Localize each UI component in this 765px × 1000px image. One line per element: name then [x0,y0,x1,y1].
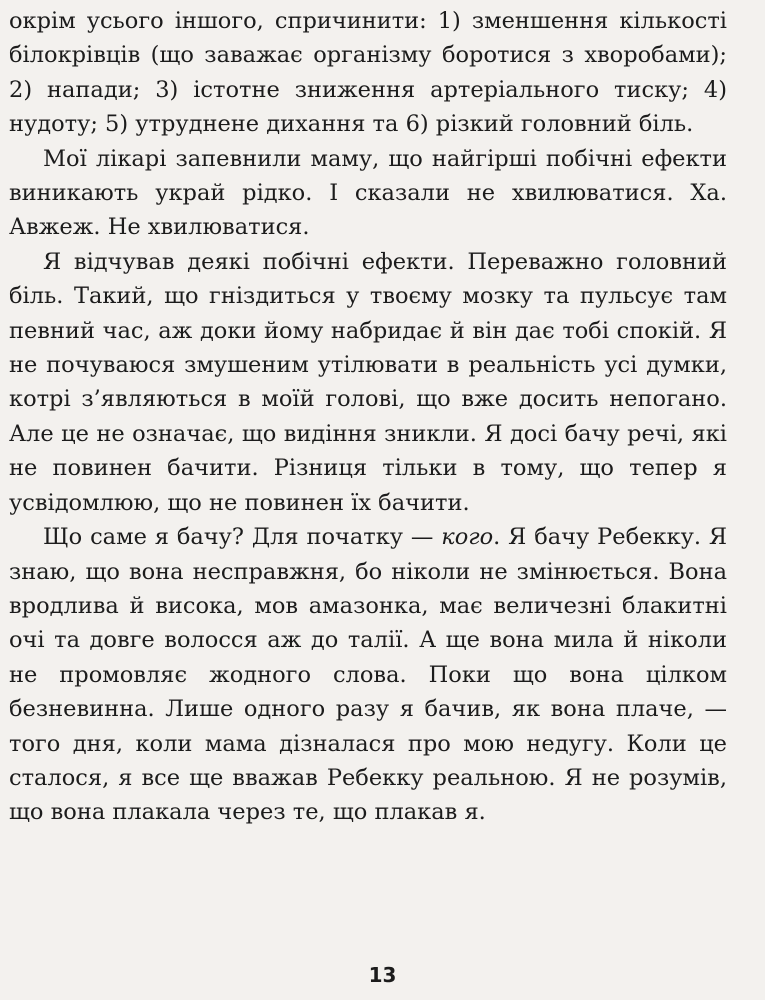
book-page [9,4,727,830]
page-number: 13 [368,963,397,987]
paragraph-4-italic-word: кого [441,524,494,551]
paragraph-2 [9,142,727,245]
paragraph-4-text-after: . Я бачу Ребекку. Я знаю, що вона несправжня, бо ніколи не змінюється. Вона вродлива й висока, мов амазонка, має величезні блакитні очі та довге волосся аж до талії. А ще вона мила й ніколи не промовляє жодного слова. Поки що вона цілком безневинна. Лише одного разу я бачив, як вона плаче, — того дня, коли мама дізналася про мою недугу. Коли це сталося, я все ще вважав Ребекку реальною. Я не розумів, що вона плакала через те, що плакав я. [9,524,728,826]
paragraph-4-text-before: Що саме я бачу? Для початку — [43,524,442,551]
paragraph-3-text: Я відчував деякі побічні ефекти. Переважно головний біль. Такий, що гніздиться у твоєму мозку та пульсує там певний час, аж доки йому набридає й він дає тобі спокій. Я не почуваюся змушеним утілювати в реальність усі думки, котрі з’являються в моїй голові, що вже досить непогано. Але це не означає, що видіння зникли. Я досі бачу речі, які не повинен бачити. Різниця тільки в тому, що тепер я усвідомлюю, що не повинен їх бачити. [9,248,727,516]
paragraph-4 [9,520,727,830]
paragraph-1 [9,4,727,142]
paragraph-3 [9,245,727,520]
paragraph-2-text: Мої лікарі запевнили маму, що найгірші побічні ефекти виникають украй рідко. І сказали не хвилюватися. Ха. Авжеж. Не хвилюватися. [9,145,727,241]
paragraph-1-text: окрім усього іншого, спричинити: 1) зменшення кількості білокрівців (що заважає організму боротися з хворобами); 2) напади; 3) істотне зниження артеріального тиску; 4) нудоту; 5) утруднене дихання та 6) різкий головний біль. [9,8,727,138]
